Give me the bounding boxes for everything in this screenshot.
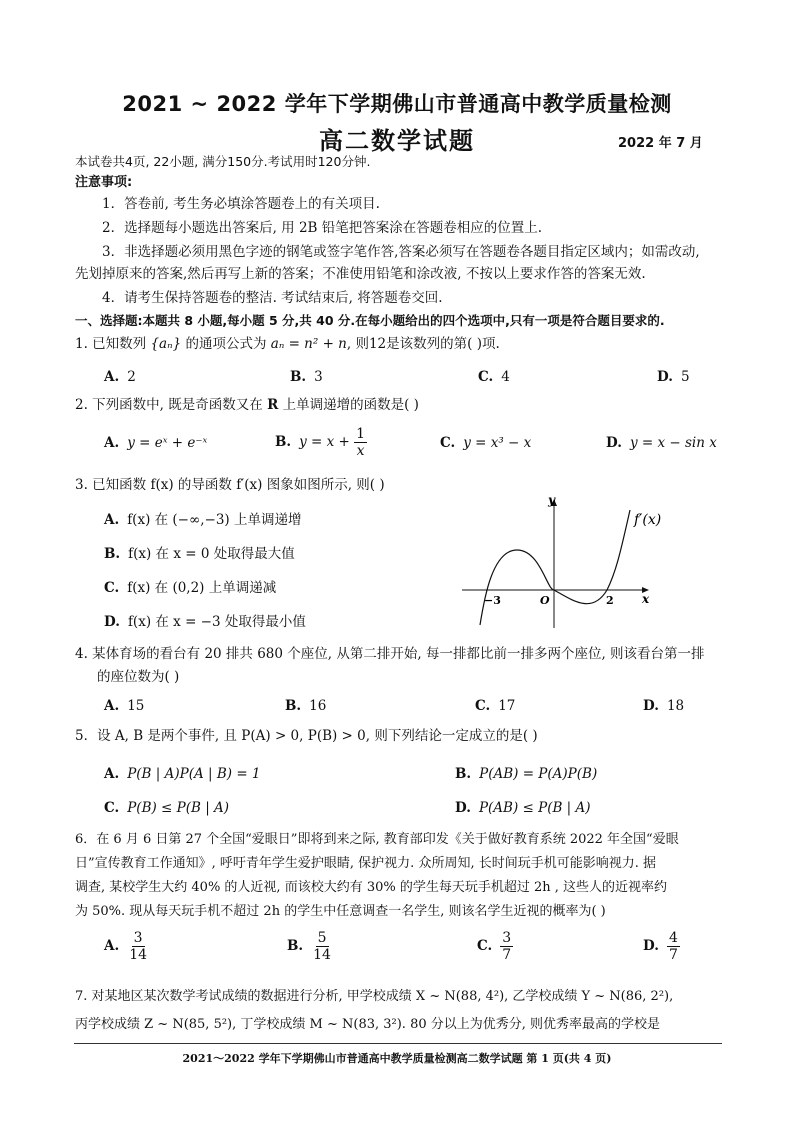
q2-b-fraction: $\frac{1}{x}$ bbox=[356, 426, 366, 459]
q3-option-b: B. f(x) 在 x = 0 处取得最大值 bbox=[104, 546, 295, 562]
q4-option-d: D. 18 bbox=[643, 698, 685, 714]
q6-option-d: D. $\frac{4}{7}$ bbox=[643, 930, 678, 963]
q4-option-a: A. 15 bbox=[104, 698, 145, 714]
q4-option-b: B. 16 bbox=[285, 698, 327, 714]
q3-option-c: C. f(x) 在 (0,2) 上单调递减 bbox=[104, 580, 277, 596]
curve-label: f′(x) bbox=[634, 512, 662, 528]
derivative-curve bbox=[480, 510, 630, 625]
question-4-line1: 4. 某体育场的看台有 20 排共 680 个座位, 从第二排开始, 每一排都比前一排多两个座位, 则该看台第一排 bbox=[75, 646, 705, 662]
footer-divider bbox=[74, 1043, 722, 1044]
q2-option-d: D. y = x − sin x bbox=[606, 435, 717, 451]
notice-2: 2．选择题每小题选出答案后, 用 2B 铅笔把答案涂在答题卷相应的位置上. bbox=[102, 220, 543, 236]
q6-option-a: A. $\frac{3}{14}$ bbox=[104, 930, 148, 963]
section-heading: 一、选择题:本题共 8 小题,每小题 5 分,共 40 分.在每小题给出的四个选项中,只有一项是符合题目要求的. bbox=[75, 313, 665, 328]
derivative-graph bbox=[462, 490, 662, 630]
q2-option-c: C. y = x³ − x bbox=[440, 435, 532, 451]
q5-option-a: A. P(B | A)P(A | B) = 1 bbox=[104, 766, 261, 782]
q3-option-d: D. f(x) 在 x = −3 处取得最小值 bbox=[104, 614, 306, 630]
q1-sequence: {aₙ} bbox=[150, 336, 182, 352]
neg-root-label: −3 bbox=[484, 594, 501, 607]
page-footer: 2021～2022 学年下学期佛山市普通高中教学质量检测高二数学试题 第 1 页(共 4 页) bbox=[182, 1052, 612, 1065]
q1-option-d: D. 5 bbox=[657, 369, 690, 385]
q4-option-c: C. 17 bbox=[475, 698, 516, 714]
q5-option-c: C. P(B) ≤ P(B | A) bbox=[104, 800, 230, 816]
notice-title: 注意事项: bbox=[75, 175, 133, 190]
q6-option-c: C. $\frac{3}{7}$ bbox=[477, 930, 512, 963]
notice-3: 3．非选择题必须用黑色字迹的钢笔或签字笔作答,答案必须写在答题卷各题目指定区域内；如需改动, bbox=[102, 244, 700, 260]
q1-pre: 1. 已知数列 bbox=[75, 336, 147, 352]
question-7-line1: 7. 对某地区某次数学考试成绩的数据进行分析, 甲学校成绩 X ~ N(88, 4²), 乙学校成绩 Y ~ N(86, 2²), bbox=[75, 989, 674, 1004]
question-5-stem: 5．设 A, B 是两个事件, 且 P(A) > 0, P(B) > 0, 则下列结论一定成立的是( ) bbox=[75, 728, 538, 744]
question-3-stem: 3. 已知函数 f(x) 的导函数 f′(x) 图象如图所示, 则( ) bbox=[75, 477, 385, 493]
x-axis-label: x bbox=[642, 592, 650, 606]
q1-post: , 则12是该数列的第( )项. bbox=[346, 336, 500, 352]
exam-subtitle: 高二数学试题 bbox=[319, 127, 475, 155]
origin-label: O bbox=[540, 594, 550, 607]
q3-option-a: A. f(x) 在 (−∞,−3) 上单调递增 bbox=[104, 512, 302, 528]
notice-1: 1．答卷前, 考生务必填涂答题卷上的有关项目. bbox=[102, 196, 380, 212]
q5-option-d: D. P(AB) ≤ P(B | A) bbox=[455, 800, 591, 816]
intro-text: 本试卷共4页, 22小题, 满分150分.考试用时120分钟. bbox=[75, 154, 371, 169]
notice-4: 4．请考生保持答题卷的整洁. 考试结束后, 将答题卷交回. bbox=[102, 290, 443, 306]
question-6-line3: 调查, 某校学生大约 40% 的人近视, 而该校大约有 30% 的学生每天玩手机超过 2h , 这些人的近视率约 bbox=[75, 880, 668, 895]
notice-3-cont: 先划掉原来的答案,然后再写上新的答案；不准使用铅笔和涂改液, 不按以上要求作答的答案无效. bbox=[75, 266, 646, 282]
q1-formula: aₙ = n² + n bbox=[270, 336, 347, 352]
q2-option-a: A. y = eˣ + e⁻ˣ bbox=[104, 435, 208, 451]
q1-option-b: B. 3 bbox=[290, 369, 323, 385]
q2-option-b: B. y = x + $\frac{1}{x}$ bbox=[275, 426, 366, 459]
q1-option-a: A. 2 bbox=[104, 369, 136, 385]
question-6-line1: 6．在 6 月 6 日第 27 个全国“爱眼日”即将到来之际, 教育部印发《关于做好教育系统 2022 年全国“爱眼 bbox=[75, 832, 679, 847]
question-6-line4: 为 50%. 现从每天玩手机不超过 2h 的学生中任意调查一名学生, 则该名学生近视的概率为( ) bbox=[75, 904, 606, 919]
pos-root-label: 2 bbox=[606, 594, 614, 607]
question-7-line2: 丙学校成绩 Z ~ N(85, 5²), 丁学校成绩 M ~ N(83, 3²). 80 分以上为优秀分, 则优秀率最高的学校是 bbox=[75, 1017, 661, 1032]
question-6-line2: 日”宣传教育工作通知》, 呼吁青年学生爱护眼睛, 保护视力. 众所周知, 长时间玩手机可能影响视力. 据 bbox=[75, 856, 656, 871]
question-1-stem bbox=[75, 335, 500, 353]
q1-mid: 的通项公式为 bbox=[185, 336, 267, 352]
q5-option-b: B. P(AB) = P(A)P(B) bbox=[455, 766, 598, 782]
y-axis-label: y bbox=[548, 493, 555, 507]
q6-option-b: B. $\frac{5}{14}$ bbox=[287, 930, 331, 963]
q2-real-set: R bbox=[267, 397, 279, 413]
question-2-stem: 2. 下列函数中, 既是奇函数又在 R 上单调递增的函数是( ) bbox=[75, 397, 419, 413]
exam-title: 2021 ~ 2022 学年下学期佛山市普通高中教学质量检测 bbox=[122, 92, 672, 116]
q1-option-c: C. 4 bbox=[478, 369, 510, 385]
exam-date: 2022 年 7 月 bbox=[618, 136, 703, 151]
question-4-line2: 的座位数为( ) bbox=[97, 669, 180, 685]
